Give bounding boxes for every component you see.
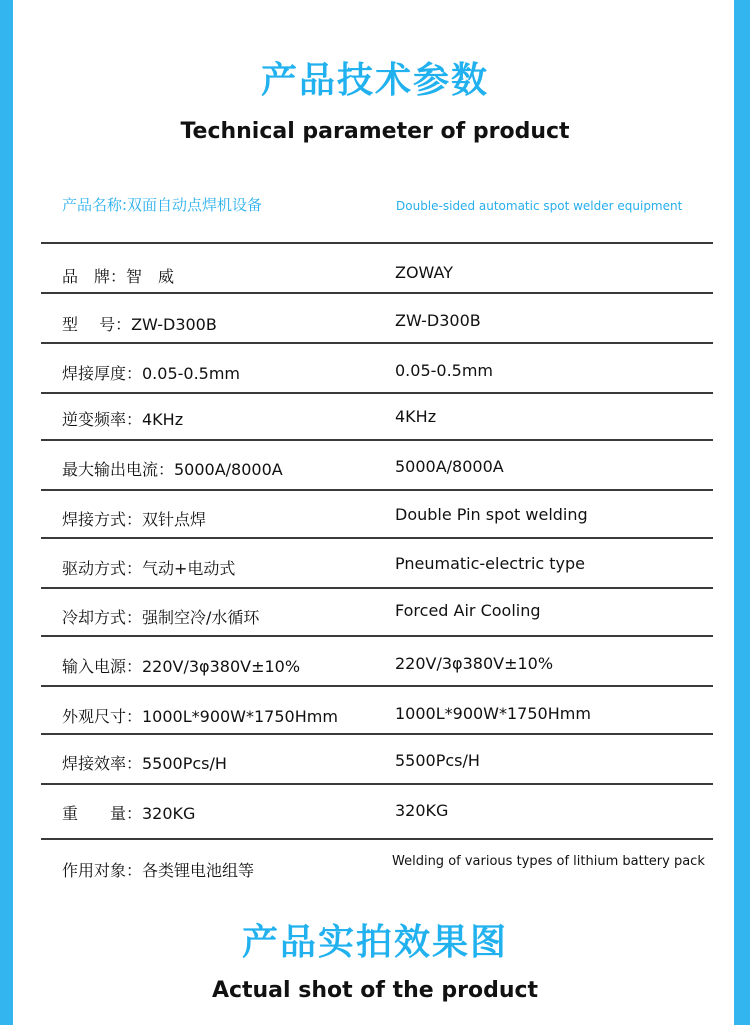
spec-value-en: Double Pin spot welding — [395, 505, 588, 524]
section-title-cn: 产品技术参数 — [260, 60, 489, 101]
spec-row — [41, 783, 713, 838]
spec-label-cn: 逆变频率：4KHz — [62, 410, 184, 429]
spec-label-cn: 焊接效率：5500Pcs/H — [62, 754, 227, 773]
right-border-bar — [734, 0, 750, 1025]
spec-value-en: 1000L*900W*1750Hmm — [395, 704, 591, 723]
spec-row — [41, 439, 713, 489]
spec-label-cn: 外观尺寸：1000L*900W*1750Hmm — [62, 707, 338, 726]
spec-row — [41, 685, 713, 733]
spec-row — [41, 733, 713, 783]
spec-value-en: 320KG — [395, 801, 449, 820]
spec-row — [41, 489, 713, 537]
spec-label-cn: 冷却方式：强制空冷/水循环 — [62, 608, 260, 627]
spec-row — [41, 242, 713, 292]
spec-label-cn: 型 号：ZW-D300B — [62, 315, 217, 334]
product-name-en: Double-sided automatic spot welder equipment — [396, 199, 683, 213]
spec-label-cn: 焊接方式：双针点焊 — [62, 510, 207, 529]
spec-value-en: 4KHz — [395, 407, 437, 426]
product-name-cn: 产品名称:双面自动点焊机设备 — [62, 196, 263, 214]
spec-label-cn: 重 量：320KG — [62, 804, 196, 823]
spec-label-cn: 最大输出电流：5000A/8000A — [62, 460, 283, 479]
spec-row — [41, 537, 713, 587]
spec-value-en: ZW-D300B — [395, 311, 481, 330]
spec-table — [41, 242, 713, 892]
spec-label-cn: 作用对象：各类锂电池组等 — [62, 861, 255, 880]
spec-value-en: Forced Air Cooling — [395, 601, 541, 620]
spec-row — [41, 635, 713, 685]
spec-row — [41, 292, 713, 342]
spec-value-en: 5500Pcs/H — [395, 751, 480, 770]
spec-value-en: ZOWAY — [395, 263, 453, 282]
spec-value-en: 220V/3φ380V±10% — [395, 654, 554, 673]
left-border-bar — [0, 0, 13, 1025]
spec-value-en: Pneumatic-electric type — [395, 554, 586, 573]
spec-row — [41, 342, 713, 392]
spec-label-cn: 输入电源：220V/3φ380V±10% — [62, 657, 301, 676]
spec-value-en: 5000A/8000A — [395, 457, 504, 476]
spec-label-cn: 驱动方式：气动+电动式 — [62, 559, 236, 578]
spec-value-en: 0.05-0.5mm — [395, 361, 494, 380]
spec-row — [41, 587, 713, 635]
photo-section-title-en: Actual shot of the product — [211, 978, 539, 1003]
photo-section-title-cn: 产品实拍效果图 — [241, 922, 508, 963]
spec-row — [41, 392, 713, 439]
spec-row — [41, 838, 713, 892]
spec-value-en: Welding of various types of lithium battery pack — [392, 854, 705, 869]
section-title-en: Technical parameter of product — [180, 119, 570, 144]
spec-label-cn: 焊接厚度：0.05-0.5mm — [62, 364, 241, 383]
spec-label-cn: 品 牌：智 威 — [62, 267, 175, 286]
